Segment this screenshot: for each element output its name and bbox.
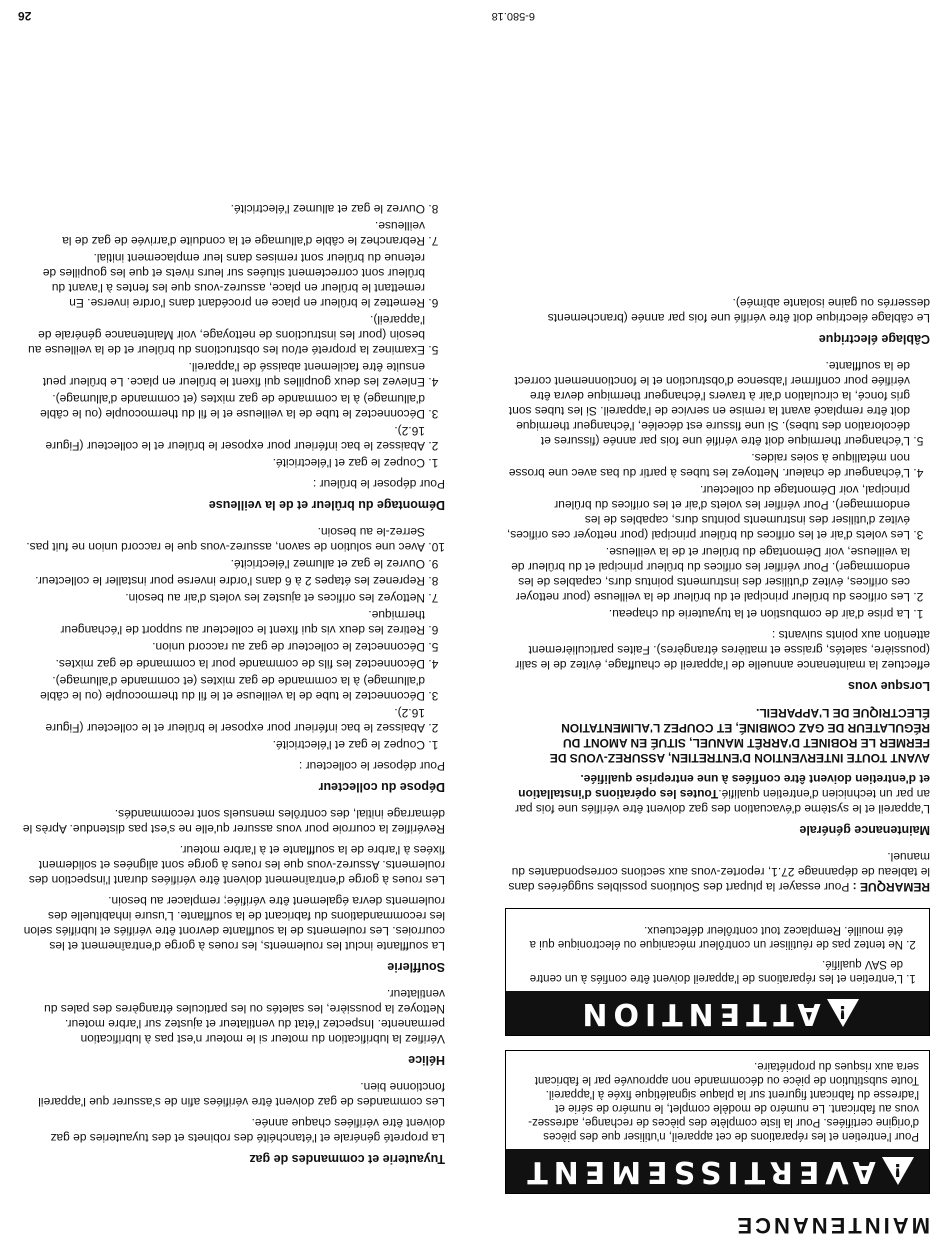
list-item: 1. Coupez le gaz et l'électricité.	[20, 737, 425, 752]
list-item: 4. L'échangeur de chaleur. Nettoyez les tubes à partir du bas avec une brosse non métallique à soies raides.	[505, 450, 910, 480]
soufflerie-p1: La soufflante inclut les roulements, les roues à gorge d'entraînement et les courroies. Les roulements de la soufflante devront être vérifiés et lubrifiés selon les recommandations du fabricant de la soufflante. L'usure inhabituelle des roulements devra également être vérifiée; remplacer au besoin.	[23, 894, 445, 953]
remark-text: Pour essayer la plupart des Solutions possibles suggérées dans le tableau de dépannage 27.1, reportez-vous aux sections correspondantes du manuel.	[508, 850, 930, 894]
list-item: 8. Ouvrez le gaz et allumez l'électricité.	[20, 201, 425, 216]
list-item: 5. Déconnectez le collecteur de gaz au raccord union.	[20, 639, 425, 654]
tuyauterie-p2: Les commandes de gaz doivent être vérifiées afin de s'assurer que l'appareil fonctionne bien.	[38, 1080, 445, 1109]
general-heading: Maintenance générale	[799, 823, 930, 837]
depose-heading: Dépose du collecteur	[318, 780, 445, 794]
demontage-list	[20, 201, 445, 470]
soufflerie-p3: Revérifiez la courroie pour vous assurer qu'elle ne s'est pas distendue. Après le démarrage initial, des contrôles mensuels sont recommandés.	[22, 807, 445, 836]
list-item: 7. Nettoyez les orifices et ajustez les volets d'air au besoin.	[20, 590, 425, 605]
general-text-plain: L'appareil et le système d'évacuation des gaz doivent être vérifiés une fois par an par un technicien d'entretien qualifié.	[515, 787, 930, 816]
demontage-heading: Démontage du brûleur et de la veilleuse	[208, 498, 445, 512]
attention-triangle-icon: !	[827, 999, 859, 1027]
list-item: 1. Coupez le gaz et l'électricité.	[20, 455, 425, 470]
warning-text: Pour l'entretien et les réparations de cet appareil, n'utiliser que des pièces d'origine certifiées. Pour la liste complète des pièces de rechange, adressez-vous au fabricant. Le numéro de modèle complet, le numéro de série et l'adresse du fabricant figurent sur la plaque signalétique fixée à l'appareil. Toute substitution de pièce ou décommande non approuvée par le fabricant sera aux risques du propriétaire.	[528, 1060, 919, 1142]
list-item: 3. Les volets d'air et les orifices du brûleur principal (pour nettoyer ces orifices, évitez d'utiliser des instruments pointus durs, capables de les endommager). Pour vérifier les volets d'air et les orifices du brûleur principal, voir Démontage du collecteur.	[505, 482, 910, 542]
warning-box	[505, 1050, 930, 1194]
general-text	[505, 771, 930, 816]
right-column	[20, 195, 445, 1178]
list-item: 1. La prise d'air de combustion et la tuyauterie du chapeau.	[505, 606, 910, 621]
helice-heading: Hélice	[408, 1053, 445, 1067]
helice-text: Vérifiez la lubrification du moteur si le moteur n'est pas à lubrification permanente. Inspectez l'état du ventilateur et ajustez sur l'arbre moteur. Nettoyez la poussière, les saletés ou les particules étrangères des pales du ventilateur.	[44, 987, 445, 1046]
attention-banner	[506, 991, 929, 1035]
general-caps-warning: AVANT TOUTE INTERVENTION D'ENTRETIEN, ASSUREZ-VOUS DE FERMER LE ROBINET D'ARRÊT MANUEL, SITUÉ EN AMONT DU RÉGULATEUR DE GAZ COMBINÉ, ET COUPEZ L'ALIMENTATION ÉLECTRIQUE DE L'APPAREIL.	[549, 706, 930, 765]
left-column	[505, 289, 930, 1194]
list-item: 6. Remettez le brûleur en place en procédant dans l'ordre inverse. En remettant le brûleur en place, assurez-vous que les fentes à l'avant du brûleur sont correctement situées sur leurs rivets et que les goupilles de retenue du brûleur sont remises dans leur emplacement initial.	[20, 250, 425, 310]
cablage-text: Le câblage électrique doit être vérifié une fois par année (branchements desserrés ou gaine isolante abîmée).	[547, 296, 930, 325]
list-item: 3. Déconnectez le tube de la veilleuse et le fil du thermocouple (ou le câble d'allumage) à la commande de gaz mixtes (et commande d'allumage).	[20, 391, 425, 421]
remark	[505, 849, 930, 894]
list-item: 6. Retirez les deux vis qui fixent le collecteur au support de l'échangeur thermique.	[20, 607, 425, 637]
tuyauterie-heading: Tuyauterie et commandes de gaz	[249, 1152, 445, 1166]
document-code: 6-580.18	[491, 10, 535, 22]
list-item: 10. Avec une solution de savon, assurez-vous que le raccord union ne fuit pas. Serrez-le au besoin.	[20, 524, 425, 554]
list-item: 2. Les orifices du brûleur principal et du brûleur de la veilleuse (pour nettoyer ces orifices, évitez d'utiliser des instruments pointus durs, capables de les endommager). Pour vérifier les orifices du brûleur principal et du brûleur de la veilleuse, voir Démontage du brûleur et de la veilleuse.	[505, 544, 910, 604]
lorsque-intro: effectuez la maintenance annuelle de l'appareil de chauffage, évitez de le salir (poussière, saletés, graisse et matières étrangères). Faites particulièrement attention aux points suivants :	[515, 628, 930, 672]
soufflerie-heading: Soufflerie	[387, 960, 445, 974]
tuyauterie-p1: La propreté générale et l'étanchéité des robinets et des tuyauteries de gaz doivent être vérifiées chaque année.	[50, 1116, 445, 1145]
list-item: 5. Examinez la propreté et/ou les obstructions du brûleur et de la veilleuse au besoin (pour les instructions de nettoyage, voir Maintenance générale de l'appareil).	[20, 312, 425, 357]
warning-title: AVERTISSEMENT	[521, 1154, 876, 1189]
attention-list	[516, 923, 919, 985]
cablage-heading: Câblage électrique	[818, 332, 930, 346]
lorsque-list	[505, 358, 930, 621]
list-item: 3. Déconnectez le tube de la veilleuse et le fil du thermocouple (ou le câble d'allumage) à la commande de gaz mixtes (et commande d'allumage).	[20, 673, 425, 703]
warning-triangle-icon: !	[882, 1157, 914, 1185]
remark-label: REMARQUE :	[852, 880, 930, 894]
warning-banner	[506, 1149, 929, 1193]
general-text-bold: Toutes les opérations d'installation et d'entretien doivent être confiées à une entreprise qualifiée.	[518, 772, 930, 801]
soufflerie-p2: Les roues à gorge d'entraînement doivent être vérifiées durant l'inspection des roulements. Assurez-vous que les roues à gorge sont alignées et solidement fixées à l'arbre de la soufflante et à l'arbre moteur.	[28, 843, 445, 887]
list-item: 8. Reprenez les étapes 2 à 6 dans l'ordre inverse pour installer le collecteur.	[20, 573, 425, 588]
list-item: 7. Rebranchez le câble d'allumage et la conduite d'arrivée de gaz de la veilleuse.	[20, 218, 425, 248]
lorsque-heading: Lorsque vous	[848, 679, 930, 693]
depose-list	[20, 524, 445, 752]
attention-item: 2. Ne tentez pas de réutiliser un contrôleur mécanique ou électronique qui a été mouillé. Remplacez tout contrôleur défectueux.	[516, 923, 903, 951]
page-title: MAINTENANCE	[734, 1213, 930, 1238]
page-number: 26	[18, 9, 32, 23]
list-item: 5. L'échangeur thermique doit être vérifié une fois par année (fissures et décoloration des tubes). Si une fissure est décelée, l'échangeur thermique doit être remplacé avant la remise en service de l'appareil. Si les tubes sont gris foncé, la circulation d'air à travers l'échangeur thermique devra être vérifiée pour confirmer l'absence d'obstruction et le fonctionnement correct de la soufflante.	[505, 358, 910, 448]
list-item: 9. Ouvrez le gaz et allumez l'électricité.	[20, 556, 425, 571]
attention-box	[505, 908, 930, 1036]
demontage-intro: Pour déposer le brûleur :	[312, 477, 445, 491]
list-item: 4. Enlevez les deux goupilles qui fixent le brûleur en place. Le brûleur peut ensuite être facilement abaissé de l'appareil.	[20, 359, 425, 389]
attention-title: ATTENTION	[576, 996, 821, 1031]
depose-intro: Pour déposer le collecteur :	[298, 759, 445, 773]
list-item: 2. Abaissez le bac inférieur pour exposer le brûleur et le collecteur (Figure 16.2).	[20, 705, 425, 735]
list-item: 2. Abaissez le bac inférieur pour exposer le brûleur et le collecteur (Figure 16.2).	[20, 423, 425, 453]
attention-item: 1. L'entretien et les réparations de l'appareil doivent être confiés à un centre de SAV qualifié.	[516, 957, 903, 985]
list-item: 4. Déconnectez les fils de commande pour la commande de gaz mixtes.	[20, 656, 425, 671]
